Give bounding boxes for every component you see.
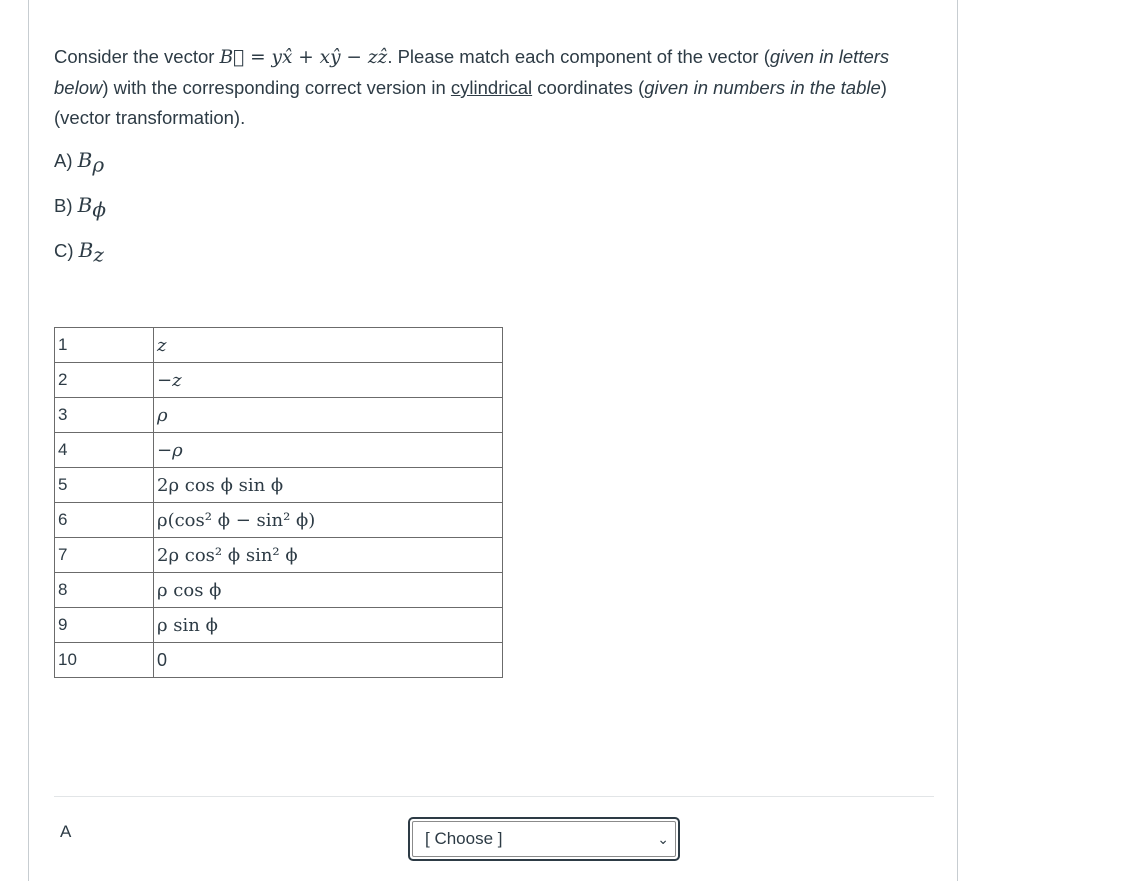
cylindrical-link[interactable]: cylindrical: [450, 77, 533, 98]
answer-select-a[interactable]: [408, 817, 680, 861]
question-segment: . Please match each component of the vector (: [387, 46, 770, 67]
option-subscript: z: [93, 242, 104, 267]
option-symbol: B: [77, 193, 93, 217]
option-subscript: ρ: [92, 152, 105, 177]
option-symbol: B: [78, 238, 94, 262]
row-expression: 0: [154, 643, 503, 678]
option-symbol: B: [77, 148, 93, 172]
question-segment: coordinates (: [532, 77, 645, 98]
row-number: 6: [55, 503, 154, 538]
row-expression: ρ(cos² ϕ − sin² ϕ): [154, 503, 503, 538]
row-number: 4: [55, 433, 154, 468]
option-subscript: ϕ: [92, 197, 106, 222]
divider: [54, 796, 934, 797]
question-text: [54, 42, 944, 133]
option-letter: A): [54, 150, 73, 171]
row-expression: −z: [154, 363, 503, 398]
row-expression: ρ cos ϕ: [154, 573, 503, 608]
option-b: [54, 193, 106, 222]
match-label-a: A: [60, 822, 72, 841]
select-box[interactable]: [412, 821, 676, 857]
row-number: 8: [55, 573, 154, 608]
row-expression: 2ρ cos ϕ sin ϕ: [154, 468, 503, 503]
chevron-down-icon: ⌄: [657, 830, 669, 847]
row-number: 10: [55, 643, 154, 678]
row-number: 9: [55, 608, 154, 643]
question-intro: Consider the vector: [54, 46, 220, 67]
row-number: 3: [55, 398, 154, 433]
option-a: [54, 148, 104, 177]
row-number: 2: [55, 363, 154, 398]
option-c: [54, 238, 104, 267]
option-letter: B): [54, 195, 73, 216]
table-row: [55, 328, 503, 363]
row-number: 5: [55, 468, 154, 503]
table-row: [55, 608, 503, 643]
question-italic-numbers: given in numbers in the table: [644, 77, 881, 98]
question-italic-letters: given in letters below: [54, 46, 890, 98]
table-row: [55, 573, 503, 608]
row-expression: 2ρ cos² ϕ sin² ϕ: [154, 538, 503, 573]
row-expression: −ρ: [154, 433, 503, 468]
table-row: [55, 363, 503, 398]
table-row: [55, 538, 503, 573]
table-row: [55, 433, 503, 468]
option-letter: C): [54, 240, 74, 261]
row-number: 7: [55, 538, 154, 573]
table-row: [55, 503, 503, 538]
answer-table: [54, 327, 503, 678]
table-row: [55, 398, 503, 433]
table-row: [55, 468, 503, 503]
row-expression: ρ: [154, 398, 503, 433]
row-expression: z: [154, 328, 503, 363]
select-value: [ Choose ]: [425, 829, 503, 848]
table-row: [55, 643, 503, 678]
question-segment: ) with the corresponding correct version in: [102, 77, 451, 98]
vector-expression: B⃗ = yx̂ + xŷ − zẑ: [219, 47, 388, 68]
question-segment: ) (vector transformation).: [54, 77, 887, 128]
row-expression: ρ sin ϕ: [154, 608, 503, 643]
row-number: 1: [55, 328, 154, 363]
